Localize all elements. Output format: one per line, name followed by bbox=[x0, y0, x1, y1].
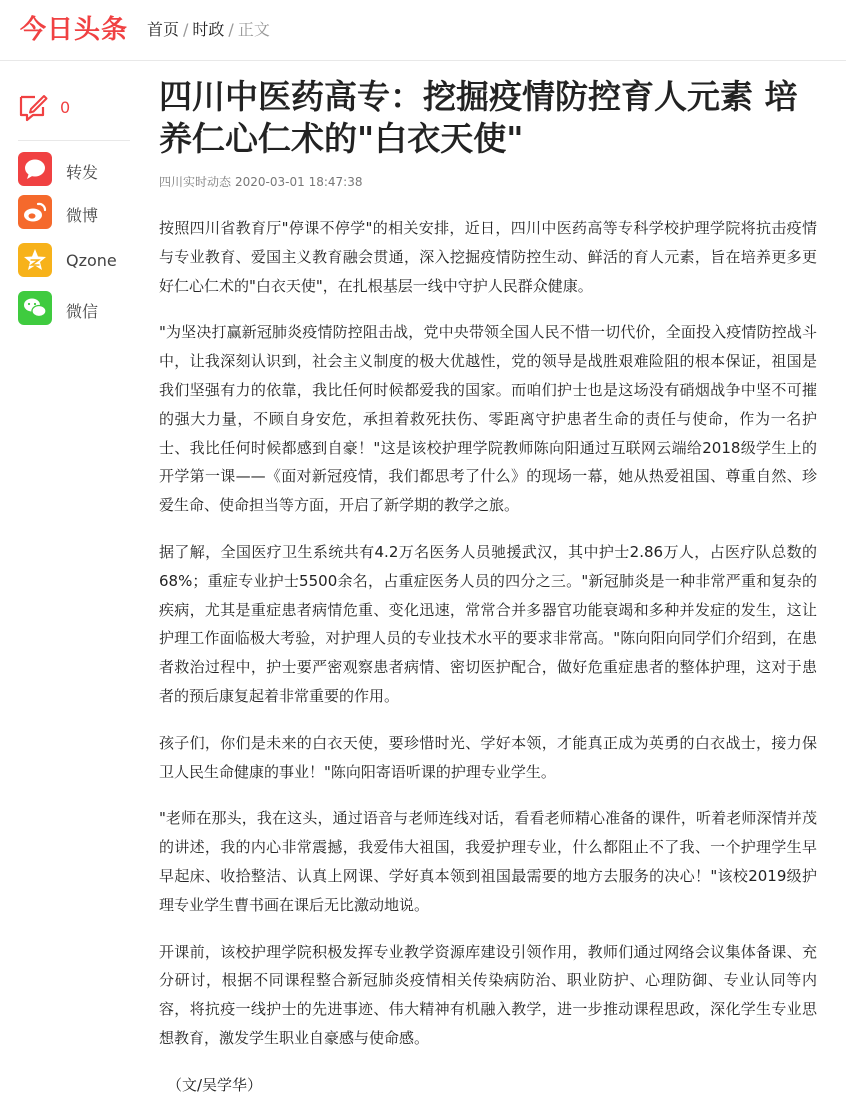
share-weibo-label: 微博 bbox=[66, 206, 99, 225]
breadcrumb-separator: / bbox=[183, 20, 189, 39]
breadcrumb bbox=[147, 20, 270, 40]
breadcrumb-home[interactable]: 首页 bbox=[147, 20, 180, 39]
article-title: 四川中医药高专：挖掘疫情防控育人元素 培养仁心仁术的"白衣天使" bbox=[159, 77, 798, 158]
comment-count: 0 bbox=[60, 98, 71, 117]
article-paragraph: "老师在那头，我在这头，通过语音与老师连线对话，看看老师精心准备的课件，听着老师深情并茂的讲述，我的内心非常震撼，我爱伟大祖国，我爱护理专业，什么都阻止不了我、一个护理学生早早起床、收拾整洁、认真上网课、学好真本领到祖国最需要的地方去服务的决心！"该校2019级护理专业学生曹书画在课后无比激动地说。 bbox=[159, 809, 817, 914]
article-paragraph: 据了解，全国医疗卫生系统共有4.2万名医务人员驰援武汉，其中护士2.86万人，占医疗队总数的68%；重症专业护士5500余名，占重症医务人员的四分之三。"新冠肺炎是一种非常严重和复杂的疾病，尤其是重症患者病情危重、变化迅速，常常合并多器官功能衰竭和多种并发症的发生，这让护理工作面临极大考验，对护理人员的专业技术水平的要求非常高。"陈向阳向同学们介绍到，在患者救治过程中，护士要严密观察患者病情、密切医护配合，做好危重症患者的整体护理，这对于患者的预后康复起着非常重要的作用。 bbox=[159, 542, 817, 705]
article-paragraph: 开课前，该校护理学院积极发挥专业教学资源库建设引领作用，教师们通过网络会议集体备课、充分研讨，根据不同课程整合新冠肺炎疫情相关传染病防治、职业防护、心理防御、专业认同等内容，将抗疫一线护士的先进事迹、伟大精神有机融入教学，进一步推动课程思政，深化学生专业思想教育，激发学生职业自豪感与使命感。 bbox=[159, 942, 817, 1047]
share-repost-label: 转发 bbox=[66, 163, 99, 182]
comment-edit-icon bbox=[18, 92, 48, 122]
comment-button[interactable] bbox=[18, 88, 130, 130]
share-wechat-button[interactable] bbox=[18, 291, 130, 325]
repost-icon bbox=[18, 152, 52, 186]
sidebar-divider bbox=[18, 140, 130, 141]
weibo-icon bbox=[18, 195, 52, 229]
breadcrumb-current: 正文 bbox=[237, 20, 270, 39]
article-credit: （文/吴学华） bbox=[167, 1075, 263, 1094]
article bbox=[159, 76, 817, 1118]
share-weibo-button[interactable] bbox=[18, 195, 130, 229]
site-logo[interactable]: 今日头条 bbox=[20, 15, 129, 45]
article-paragraph: "为坚决打赢新冠肺炎疫情防控阻击战，党中央带领全国人民不惜一切代价，全面投入疫情防控战斗中，让我深刻认识到，社会主义制度的极大优越性，党的领导是战胜艰难险阻的根本保证，祖国是我们坚强有力的依靠，我比任何时候都爱我的国家。而咱们护士也是这场没有硝烟战争中坚不可摧的强大力量，不顾自身安危，承担着救死扶伤、零距离守护患者生命的责任与使命，作为一名护士、我比任何时候都感到自豪！"这是该校护理学院教师陈向阳通过互联网云端给2018级学生上的开学第一课——《面对新冠疫情，我们都思考了什么》的现场一幕，她从热爱祖国、尊重自然、珍爱生命、使命担当等方面，开启了新学期的教学之旅。 bbox=[159, 323, 817, 515]
share-sidebar bbox=[18, 88, 130, 321]
qzone-icon bbox=[18, 243, 52, 277]
article-time: 2020-03-01 18:47:38 bbox=[235, 175, 363, 189]
article-paragraph: 孩子们，你们是未来的白衣天使，要珍惜时光、学好本领，才能真正成为英勇的白衣战士，接力保卫人民生命健康的事业！"陈向阳寄语听课的护理专业学生。 bbox=[159, 733, 817, 781]
breadcrumb-separator: / bbox=[228, 20, 234, 39]
share-repost-button[interactable] bbox=[18, 152, 130, 186]
wechat-icon bbox=[18, 291, 52, 325]
breadcrumb-section[interactable]: 时政 bbox=[192, 20, 225, 39]
article-body bbox=[159, 214, 817, 1100]
share-qzone-label: Qzone bbox=[66, 251, 117, 270]
article-meta bbox=[159, 174, 817, 190]
top-bar bbox=[0, 0, 846, 61]
article-source[interactable]: 四川实时动态 bbox=[159, 175, 232, 189]
article-paragraph: 按照四川省教育厅"停课不停学"的相关安排，近日，四川中医药高等专科学校护理学院将抗击疫情与专业教育、爱国主义教育融会贯通，深入挖掘疫情防控生动、鲜活的育人元素，旨在培养更多更好仁心仁术的"白衣天使"，在扎根基层一线中守护人民群众健康。 bbox=[159, 219, 817, 295]
share-wechat-label: 微信 bbox=[66, 302, 99, 321]
share-qzone-button[interactable] bbox=[18, 243, 130, 277]
